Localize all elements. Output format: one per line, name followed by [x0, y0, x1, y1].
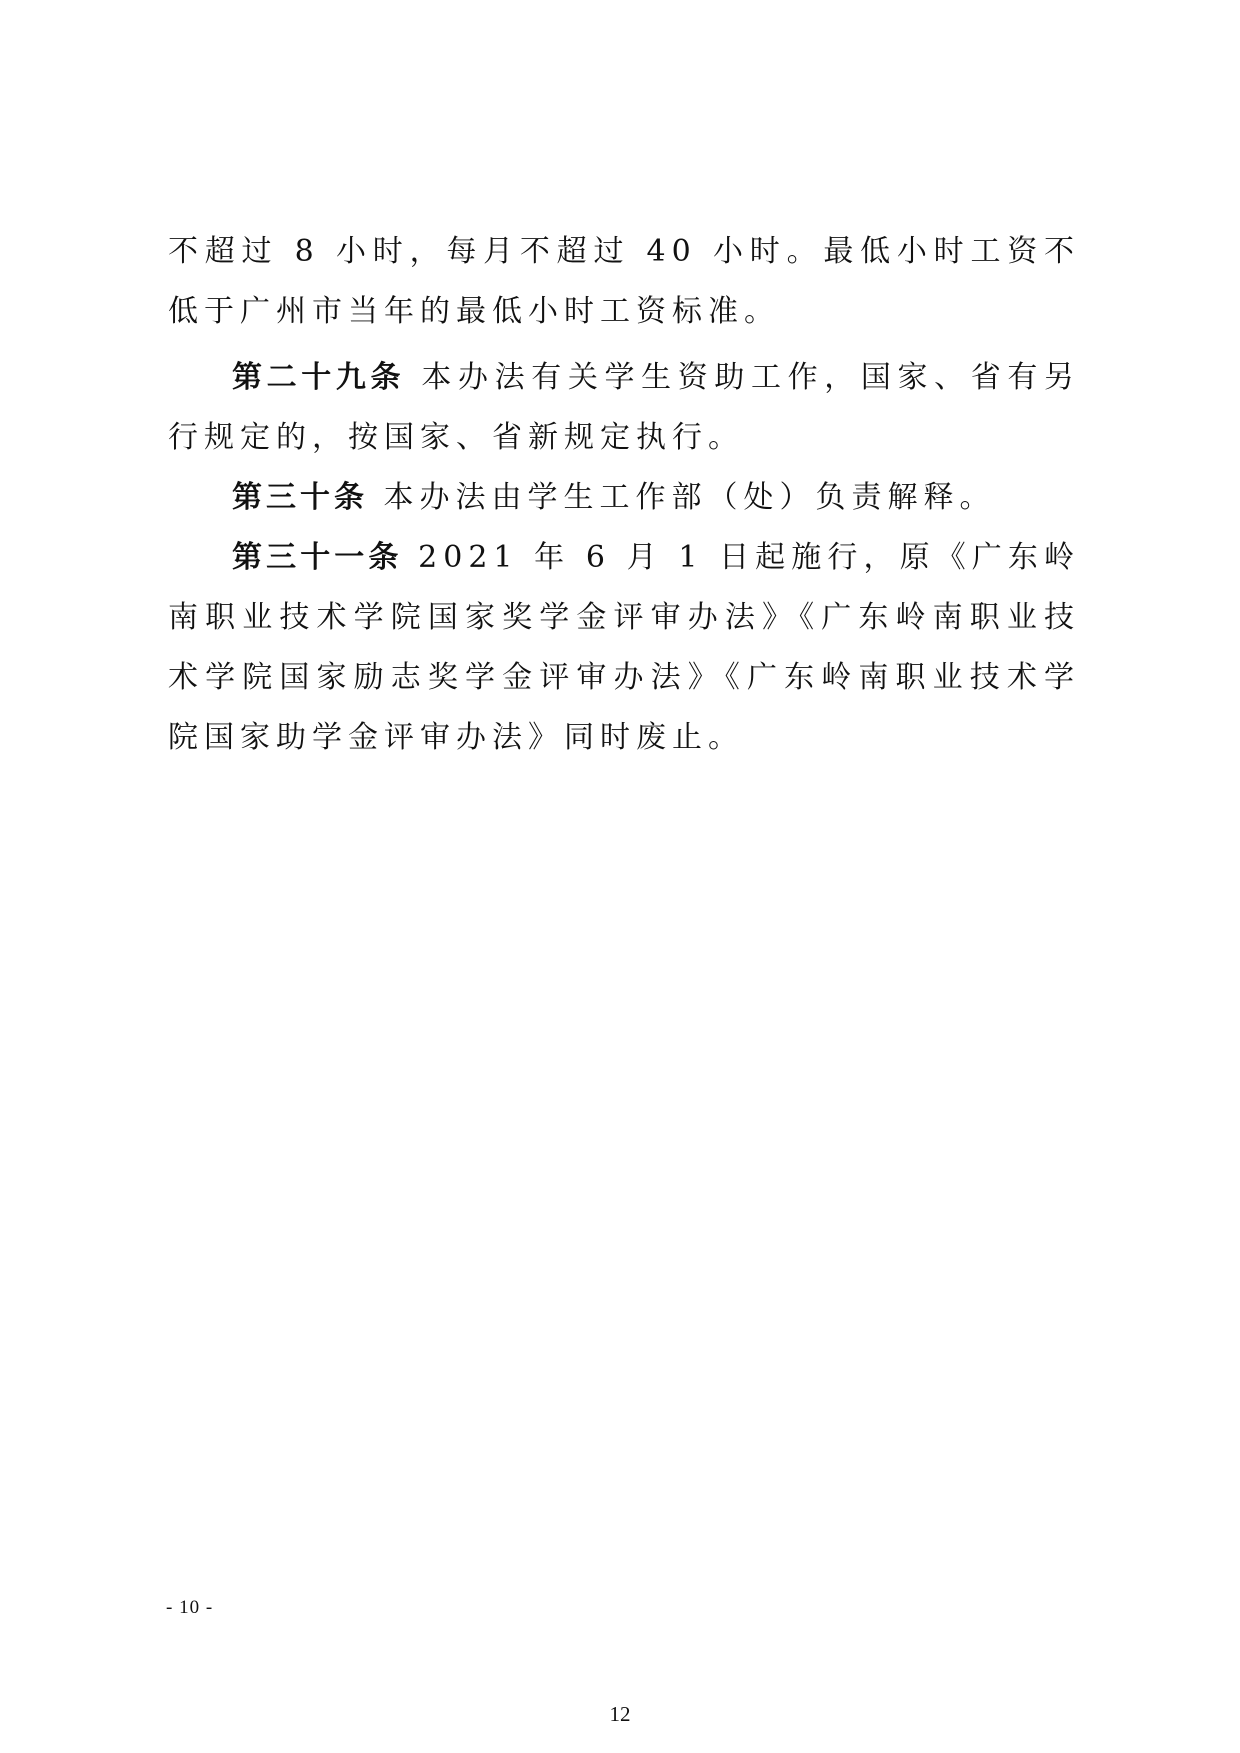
article-heading: 第二十九条 [232, 360, 406, 395]
inner-page-number: - 10 - [166, 1597, 214, 1618]
article-text: 本办法由学生工作部（处）负责解释。 [383, 480, 996, 515]
page-number: 12 [609, 1702, 631, 1726]
article-heading: 第三十一条 [232, 540, 403, 575]
article-30 [168, 468, 1080, 528]
article-31 [168, 528, 1080, 768]
article-text: 本办法有关学生资助工作，国家、省有另行规定的，按国家、省新规定执行。 [168, 360, 1081, 455]
article-text: 2021 年 6 月 1 日起施行，原《广东岭南职业技术学院国家奖学金评审办法》《广东岭南职业技术学院国家励志奖学金评审办法》《广东岭南职业技术学院国家助学金评审办法》同时废止。 [168, 540, 1080, 755]
article-heading: 第三十条 [232, 480, 368, 515]
article-29 [168, 348, 1080, 468]
paragraph-continuation [168, 222, 1080, 342]
body-text [168, 222, 1080, 768]
paragraph-text: 不超过 8 小时，每月不超过 40 小时。最低小时工资不低于广州市当年的最低小时工资标准。 [168, 234, 1080, 329]
